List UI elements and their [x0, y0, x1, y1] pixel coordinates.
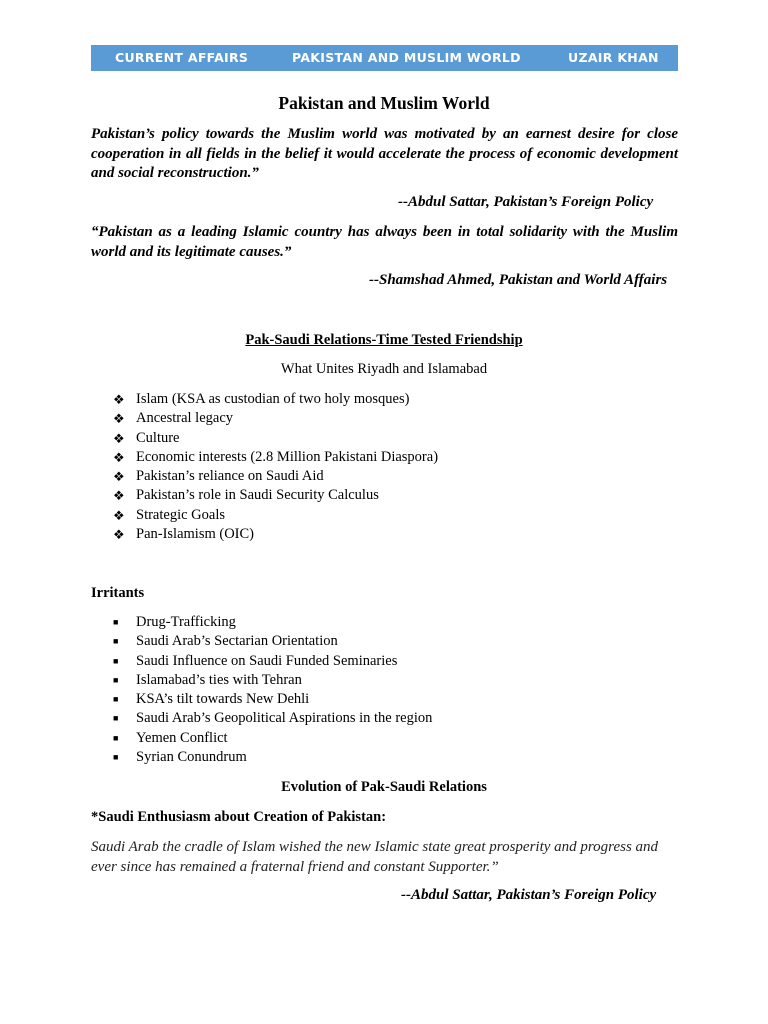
list-item-text: Culture [136, 429, 180, 446]
list-item [113, 506, 438, 525]
header-center-label: PAKISTAN AND MUSLIM WORLD [292, 50, 521, 65]
diamond-bullet-icon: ❖ [113, 449, 125, 465]
square-bullet-icon: ■ [113, 636, 119, 647]
square-bullet-icon: ■ [113, 752, 119, 763]
list-item-text: Strategic Goals [136, 506, 225, 523]
list-item-text: Yemen Conflict [136, 729, 228, 746]
list-item [113, 409, 438, 428]
list-item-text: Pan-Islamism (OIC) [136, 526, 254, 543]
section-heading-pak-saudi [0, 332, 768, 349]
diamond-bullet-icon: ❖ [113, 411, 125, 427]
square-bullet-icon: ■ [113, 694, 119, 705]
list-item [113, 429, 438, 448]
list-item-text: KSA’s tilt towards New Dehli [136, 691, 310, 708]
list-item-text: Drug-Trafficking [136, 614, 236, 630]
diamond-bullet-icon: ❖ [113, 527, 125, 543]
header-left-label: CURRENT AFFAIRS [115, 50, 249, 65]
diamond-bullet-icon: ❖ [113, 430, 125, 446]
quote-1-attribution: --Abdul Sattar, Pakistan’s Foreign Policy [398, 194, 654, 210]
diamond-bullet-icon: ❖ [113, 392, 125, 407]
list-item [113, 390, 438, 409]
diamond-bullet-icon: ❖ [113, 488, 125, 504]
list-item-text: Pakistan’s reliance on Saudi Aid [136, 468, 324, 485]
section-subheading-unites: What Unites Riyadh and Islamabad [280, 361, 488, 377]
irritants-heading: Irritants [91, 585, 145, 601]
quote-2-text: “Pakistan as a leading Islamic country has always been in total solidarity with the Muslim world and its legitimate causes.” [91, 224, 678, 260]
square-bullet-icon: ■ [113, 713, 119, 724]
list-item [113, 632, 432, 651]
list-item [113, 671, 432, 690]
page-title: Pakistan and Muslim World [278, 93, 490, 113]
list-item-text: Islam (KSA as custodian of two holy mosques) [136, 391, 410, 407]
square-bullet-icon: ■ [113, 617, 119, 627]
evolution-attribution: --Abdul Sattar, Pakistan’s Foreign Policy [401, 887, 657, 903]
evolution-paragraph: Saudi Arab the cradle of Islam wished the new Islamic state great prosperity and progress and ever since has remained a fraternal friend and constant Supporter.” [91, 839, 659, 875]
list-item [113, 652, 432, 671]
list-item [113, 613, 432, 632]
square-bullet-icon: ■ [113, 674, 119, 685]
list-item-text: Saudi Influence on Saudi Funded Seminaries [136, 652, 398, 669]
quote-2-attribution: --Shamshad Ahmed, Pakistan and World Affairs [369, 272, 668, 288]
header-author-label: UZAIR KHAN [568, 50, 659, 65]
list-item [113, 748, 432, 767]
evolution-subheading: *Saudi Enthusiasm about Creation of Pakistan: [91, 809, 387, 825]
diamond-bullet-icon: ❖ [113, 507, 125, 523]
square-bullet-icon: ■ [113, 655, 119, 666]
list-item [113, 709, 432, 728]
list-item-text: Syrian Conundrum [136, 749, 247, 766]
quote-1-text: Pakistan’s policy towards the Muslim world was motivated by an earnest desire for close cooperation in all fields in the belief it would accelerate the process of economic development and social reconstruction.” [91, 126, 678, 181]
list-item-text: Saudi Arab’s Geopolitical Aspirations in the region [136, 710, 433, 727]
list-item-text: Economic interests (2.8 Million Pakistani Diaspora) [136, 448, 439, 465]
list-item [113, 525, 438, 544]
irritants-list [113, 613, 432, 767]
list-item [113, 729, 432, 748]
list-item-text: Islamabad’s ties with Tehran [136, 671, 302, 688]
square-bullet-icon: ■ [113, 732, 119, 743]
list-item [113, 467, 438, 486]
unites-list [113, 390, 438, 544]
section-heading-text: Pak-Saudi Relations-Time Tested Friendship [245, 332, 523, 348]
list-item [113, 448, 438, 467]
list-item-text: Saudi Arab’s Sectarian Orientation [136, 633, 338, 650]
list-item-text: Pakistan’s role in Saudi Security Calculus [136, 487, 379, 504]
diamond-bullet-icon: ❖ [113, 469, 125, 485]
list-item [113, 690, 432, 709]
list-item [113, 486, 438, 505]
evolution-heading: Evolution of Pak-Saudi Relations [281, 779, 487, 795]
list-item-text: Ancestral legacy [136, 410, 234, 427]
header-bar [91, 45, 678, 71]
